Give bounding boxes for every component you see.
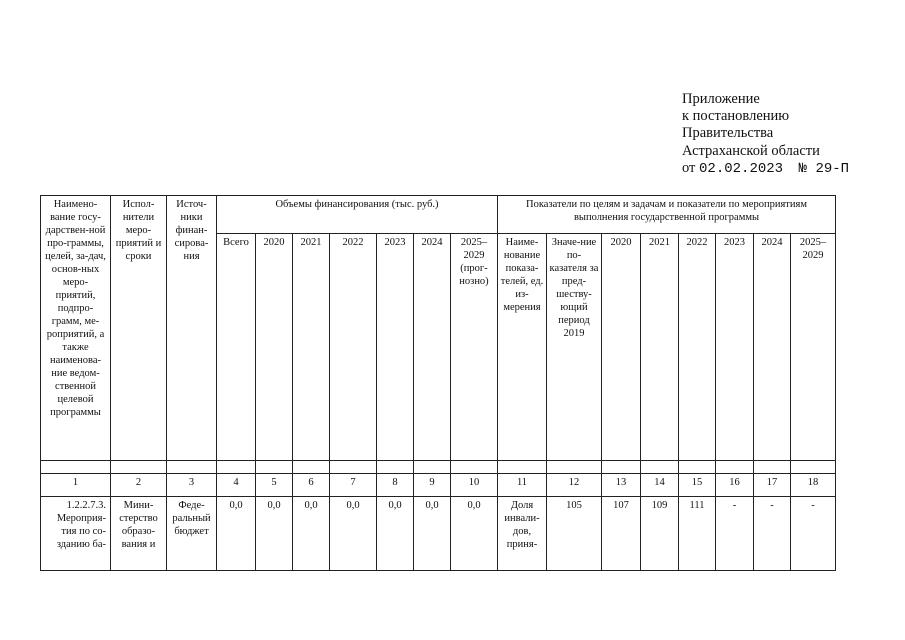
row-funding-2023: 0,0 <box>377 497 414 571</box>
column-number: 13 <box>602 474 641 497</box>
col-header-funding-2020: 2020 <box>256 234 293 461</box>
row-previous-value: 105 <box>547 497 602 571</box>
header-row-1 <box>41 196 836 234</box>
row-funding-2025-2029: 0,0 <box>451 497 498 571</box>
column-number: 12 <box>547 474 602 497</box>
header-line-appendix: Приложение <box>682 91 760 107</box>
col-header-funding-2025-2029: 2025–2029 (прог-нозно) <box>451 234 498 461</box>
col-header-names: Наимено-вание госу-дарствен-ной про-граммы, целей, за-дач, основ-ных меро-приятий, подпро-грамм, ме-роприятий, а также наименова-ние ведом-ственной целевой программы <box>41 196 111 461</box>
row-funding-2020: 0,0 <box>256 497 293 571</box>
column-number: 4 <box>217 474 256 497</box>
column-number: 15 <box>679 474 716 497</box>
row-indicator-2022: 111 <box>679 497 716 571</box>
row-indicator-2025-2029: - <box>791 497 836 571</box>
header-number: № 29-П <box>798 160 850 177</box>
column-number: 2 <box>111 474 167 497</box>
column-number: 9 <box>414 474 451 497</box>
spacer-row <box>41 461 836 474</box>
column-number: 3 <box>167 474 217 497</box>
col-header-executors: Испол-нители меро-приятий и сроки <box>111 196 167 461</box>
row-executor: Мини-стерство образо-вания и <box>111 497 167 571</box>
column-number: 10 <box>451 474 498 497</box>
column-number: 1 <box>41 474 111 497</box>
col-header-previous-value: Значе-ние по-казателя за пред-шеству-ющий период 2019 <box>547 234 602 461</box>
row-funding-2024: 0,0 <box>414 497 451 571</box>
col-header-indicator-2023: 2023 <box>716 234 754 461</box>
column-number: 8 <box>377 474 414 497</box>
col-header-indicator-2024: 2024 <box>754 234 791 461</box>
col-header-funding-2023: 2023 <box>377 234 414 461</box>
table-row <box>41 497 836 571</box>
header-date-prefix: от <box>682 159 696 176</box>
col-header-sources: Источ-ники финан-сирова-ния <box>167 196 217 461</box>
row-indicator-name: Доля инвали-дов, приня- <box>498 497 547 571</box>
header-date-line <box>682 160 849 178</box>
col-header-indicator-2022: 2022 <box>679 234 716 461</box>
row-indicator-2024: - <box>754 497 791 571</box>
col-header-funding-group: Объемы финансирования (тыс. руб.) <box>217 196 498 234</box>
col-header-funding-2022: 2022 <box>330 234 377 461</box>
column-number: 11 <box>498 474 547 497</box>
column-number: 7 <box>330 474 377 497</box>
row-funding-total: 0,0 <box>217 497 256 571</box>
col-header-funding-total: Всего <box>217 234 256 461</box>
col-header-indicator-2020: 2020 <box>602 234 641 461</box>
header-date: 02.02.2023 <box>699 160 784 177</box>
col-header-indicator-2021: 2021 <box>641 234 679 461</box>
row-indicator-2023: - <box>716 497 754 571</box>
row-funding-2021: 0,0 <box>293 497 330 571</box>
column-number: 16 <box>716 474 754 497</box>
document-header <box>682 91 849 178</box>
col-header-funding-2024: 2024 <box>414 234 451 461</box>
col-header-indicators-group: Показатели по целям и задачам и показатели по мероприятиям выполнения государственной программы <box>498 196 836 234</box>
row-indicator-2021: 109 <box>641 497 679 571</box>
row-indicator-2020: 107 <box>602 497 641 571</box>
header-line-region: Астраханской области <box>682 142 820 159</box>
column-number: 6 <box>293 474 330 497</box>
row-funding-source: Феде-ральный бюджет <box>167 497 217 571</box>
col-header-indicator-name: Наиме-нование показа-телей, ед. из-мерения <box>498 234 547 461</box>
row-funding-2022: 0,0 <box>330 497 377 571</box>
column-number: 18 <box>791 474 836 497</box>
column-number: 17 <box>754 474 791 497</box>
row-program-name: 1.2.2.7.3. Мероприя-тия по со-зданию ба- <box>41 497 111 571</box>
program-table <box>40 195 836 571</box>
column-number-row <box>41 474 836 497</box>
col-header-funding-2021: 2021 <box>293 234 330 461</box>
column-number: 5 <box>256 474 293 497</box>
col-header-indicator-2025-2029: 2025–2029 <box>791 234 836 461</box>
column-number: 14 <box>641 474 679 497</box>
header-line-resolution: к постановлению <box>682 108 790 125</box>
header-line-government: Правительства <box>682 125 774 142</box>
